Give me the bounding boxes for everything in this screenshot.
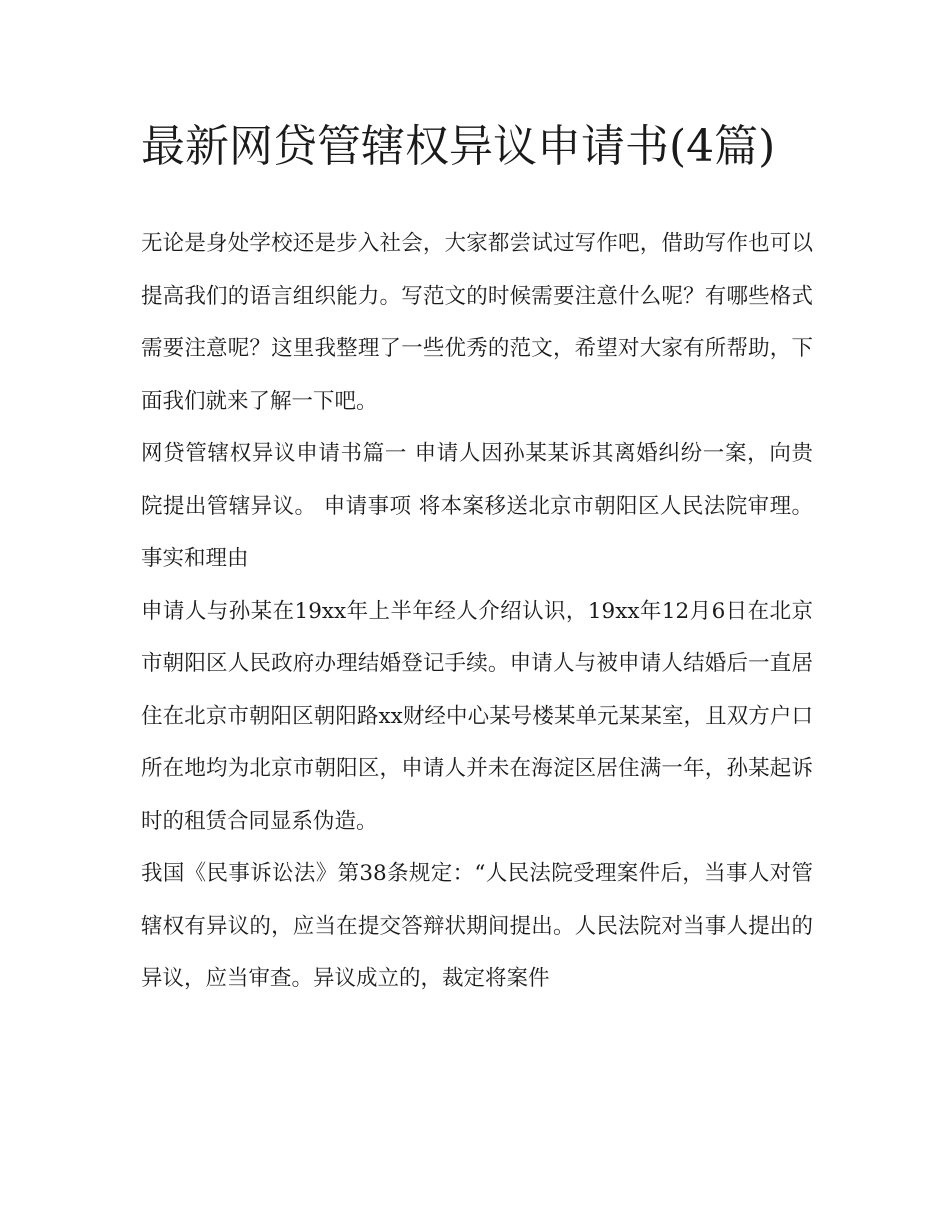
document-body bbox=[141, 218, 820, 1006]
document-title: 最新网贷管辖权异议申请书(4篇) bbox=[141, 121, 776, 172]
paragraph-intro: 无论是身处学校还是步入社会，大家都尝试过写作吧，借助写作也可以提高我们的语言组织能力。写范文的时候需要注意什么呢？有哪些格式需要注意呢？这里我整理了一些优秀的范文，希望对大家有所帮助，下面我们就来了解一下吧。 bbox=[141, 231, 813, 414]
paragraph-law: 我国《民事诉讼法》第38条规定：“人民法院受理案件后，当事人对管辖权有异议的，应当在提交答辩状期间提出。人民法院对当事人提出的异议，应当审查。异议成立的，裁定将案件 bbox=[141, 861, 813, 991]
paragraph-application: 网贷管辖权异议申请书篇一 申请人因孙某某诉其离婚纠纷一案，向贵院提出管辖异议。 申请事项 将本案移送北京市朝阳区人民法院审理。 事实和理由 bbox=[141, 441, 820, 571]
paragraph-facts: 申请人与孙某在19xx年上半年经人介绍认识，19xx年12月6日在北京市朝阳区人民政府办理结婚登记手续。申请人与被申请人结婚后一直居住在北京市朝阳区朝阳路xx财经中心某号楼某单元某某室，且双方户口所在地均为北京市朝阳区，申请人并未在海淀区居住满一年，孙某起诉时的租赁合同显系伪造。 bbox=[141, 598, 813, 834]
document-page bbox=[141, 112, 820, 1006]
